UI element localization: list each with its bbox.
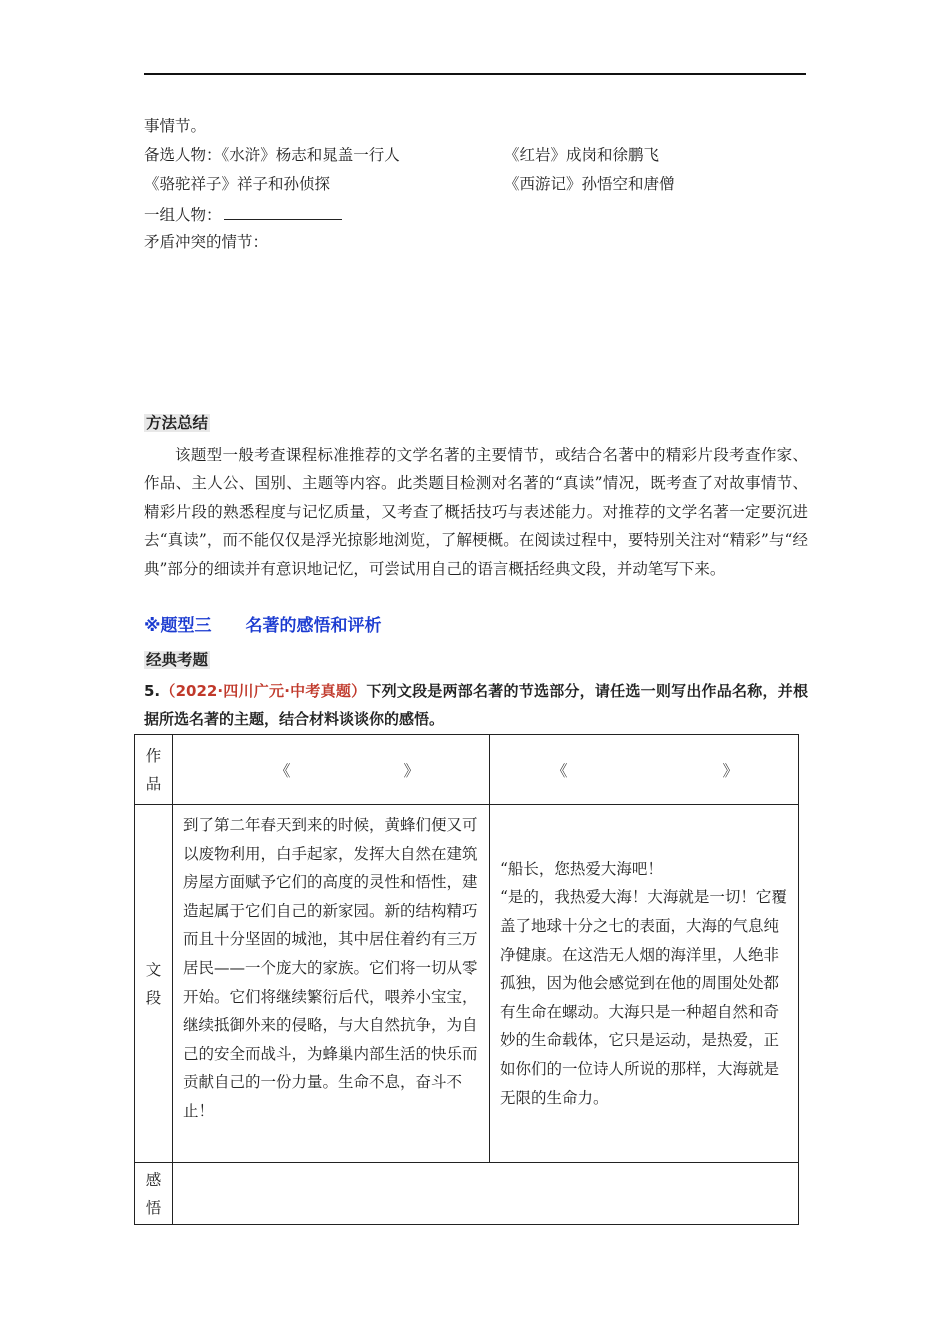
candidate-line-2-right: 《西游记》孙悟空和唐僧 bbox=[504, 175, 675, 193]
section-title: ※题型三 名著的感悟和评析 bbox=[144, 616, 382, 636]
table-row-work bbox=[135, 735, 799, 805]
work-cell-left[interactable]: 《 》 bbox=[173, 735, 490, 805]
text-line-1: 事情节。 bbox=[144, 117, 207, 135]
candidate-line-1-left: 备选人物：《水浒》杨志和晁盖一行人 bbox=[144, 146, 400, 164]
candidate-line-1-right: 《红岩》成岗和徐鹏飞 bbox=[504, 146, 660, 164]
passage-left: 到了第二年春天到来的时候，黄蜂们便又可以废物利用，白手起家，发挥大自然在建筑房屋方面赋予它们的高度的灵性和悟性，建造起属于它们自己的新家园。新的结构精巧而且十分坚固的城池，其中居住着约有三万居民——一个庞大的家族。它们将一切从零开始。它们将继续繁衍后代，喂养小宝宝，继续抵御外来的侵略，与大自然抗争，为自己的安全而战斗，为蜂巢内部生活的快乐而贡献自己的一份力量。生命不息，奋斗不止！ bbox=[173, 805, 490, 1163]
passage-right bbox=[490, 805, 799, 1163]
passage-right-line-2: “是的，我热爱大海！大海就是一切！它覆盖了地球十分之七的表面，大海的气息纯净健康。在这浩无人烟的海洋里，人绝非孤独，因为他会感觉到在他的周围处处都有生命在螺动。大海只是一种超自然和奇妙的生命载体，它只是运动，是热爱，正如你们的一位诗人所说的那样，大海就是无限的生命力。 bbox=[500, 888, 787, 1107]
method-body: 该题型一般考查课程标准推荐的文学名著的主要情节，或结合名著中的精彩片段考查作家、作品、主人公、国别、主题等内容。此类题目检测对名著的“真读”情况，既考查了对故事情节、精彩片段的熟悉程度与记忆质量，又考查了概括技巧与表述能力。对推荐的文学名著一定要沉进去“真读”，而不能仅仅是浮光掠影地浏览，了解梗概。在阅读过程中，要特别关注对“精彩”与“经典”部分的细读并有意识地记忆，可尝试用自己的语言概括经典文段，并动笔写下来。 bbox=[144, 446, 808, 578]
candidate-line-2-left: 《骆驼祥子》祥子和孙侦探 bbox=[144, 175, 331, 193]
insight-answer-cell[interactable] bbox=[173, 1163, 799, 1225]
header-rule bbox=[144, 73, 806, 75]
passage-label: 文段 bbox=[135, 805, 173, 1163]
answer-table bbox=[134, 734, 799, 1225]
work-label: 作品 bbox=[135, 735, 173, 805]
work-cell-right[interactable]: 《 》 bbox=[490, 735, 799, 805]
group-label: 一组人物： bbox=[144, 206, 222, 224]
question-number: 5. bbox=[144, 682, 161, 700]
question-text: 下列文段是两部名著的节选部分，请任选一则写出作品名称，并根据所选名著的主题，结合材料谈谈你的感悟。 bbox=[144, 682, 808, 728]
table-row-insight bbox=[135, 1163, 799, 1225]
table-row-passage bbox=[135, 805, 799, 1163]
passage-right-line-1: “船长，您热爱大海吧！ bbox=[500, 859, 663, 878]
question-5 bbox=[144, 677, 808, 733]
conflict-label: 矛盾冲突的情节： bbox=[144, 233, 269, 251]
insight-label: 感悟 bbox=[135, 1163, 173, 1225]
group-answer-blank[interactable] bbox=[224, 203, 342, 220]
group-line bbox=[144, 203, 342, 225]
section-subtitle: 经典考题 bbox=[146, 651, 209, 669]
method-title: 方法总结 bbox=[146, 414, 209, 432]
question-source: （2022·四川广元·中考真题） bbox=[160, 682, 367, 700]
